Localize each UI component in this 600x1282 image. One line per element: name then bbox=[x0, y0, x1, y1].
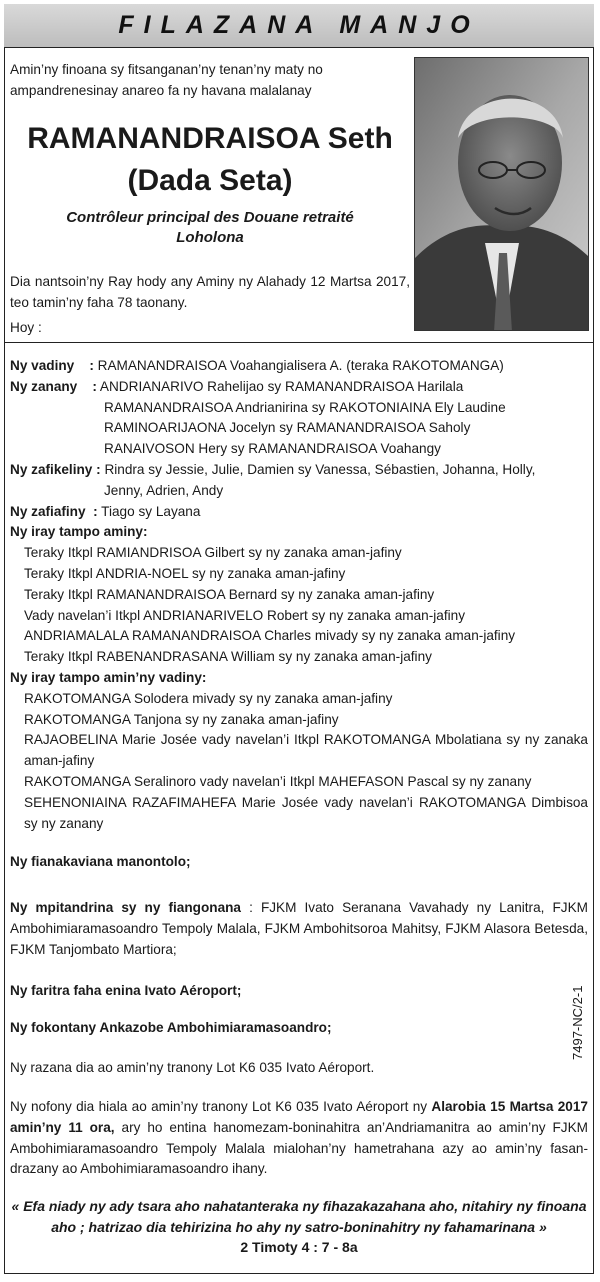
faritra-line: Ny faritra faha enina Ivato Aéroport; bbox=[10, 983, 242, 998]
intro-text: Amin’ny finoana sy fitsanganan’ny tenan’ny maty no ampandrenesinay anareo fa ny havana malalanay bbox=[10, 62, 323, 98]
portrait-image bbox=[415, 58, 589, 331]
zafiafiny-value: Tiago sy Layana bbox=[101, 503, 201, 519]
zanany-label: Ny zanany bbox=[10, 378, 78, 394]
mpitandrina-text: : FJKM Ivato Seranana Vavahady ny Lanitra, FJKM Ambohimiaramasoandro Tempoly Malala, FJKM Ambohitsoroa Mahitsy, FJKM Alasora Betesda, FJKM Tanjombato Martiora; bbox=[10, 900, 588, 957]
fokontany-line: Ny fokontany Ankazobe Ambohimiaramasoandro; bbox=[10, 1020, 332, 1035]
bible-quote bbox=[10, 1196, 588, 1258]
list-item: RAKOTOMANGA Seralinoro vady navelan’i Itkpl MAHEFASON Pascal sy ny zanany bbox=[24, 773, 532, 789]
vadiny-value: RAMANANDRAISOA Voahangialisera A. (teraka RAKOTOMANGA) bbox=[97, 358, 504, 373]
zanany-item: RAMINOARIJAONA Jocelyn sy RAMANANDRAISOA Saholy bbox=[104, 420, 471, 436]
zanany-item: RANAIVOSON Hery sy RAMANANDRAISOA Voahangy bbox=[104, 441, 441, 457]
deceased-name-line2: (Dada Seta) bbox=[127, 164, 293, 197]
vadiny-label: Ny vadiny bbox=[10, 358, 75, 373]
nofony-date: Alarobia 15 Martsa 2017 amin’ny 11 ora, bbox=[10, 1099, 588, 1135]
nofony-text: Ny nofony dia hiala ao amin’ny tranony Lot K6 035 Ivato Aéroport ny bbox=[10, 1099, 432, 1114]
list-item: RAJAOBELINA Marie Josée vady navelan’i Itkpl RAKOTOMANGA Mbolatiana sy ny zanaka aman-jafiny bbox=[24, 732, 588, 769]
deceased-role-line2: Loholona bbox=[176, 229, 244, 246]
list-item: Vady navelan’i Itkpl ANDRIANARIVELO Robert sy ny zanaka aman-jafiny bbox=[24, 607, 465, 623]
list-item: RAKOTOMANGA Solodera mivady sy ny zanaka aman-jafiny bbox=[24, 690, 393, 706]
zanany-row: Ny zanany : ANDRIANARIVO Rahelijao sy RAMANANDRAISOA Harilala bbox=[10, 378, 464, 394]
razana-line: Ny razana dia ao amin’ny tranony Lot K6 035 Ivato Aéroport. bbox=[10, 1060, 375, 1075]
quote-verse: 2 Timoty 4 : 7 - 8a bbox=[240, 1239, 358, 1255]
zanany-item: RAMANANDRAISOA Andrianirina sy RAKOTONIAINA Ely Laudine bbox=[104, 399, 506, 415]
portrait-photo bbox=[414, 57, 589, 331]
death-notice: Dia nantsoin’ny Ray hody any Aminy ny Alahady 12 Martsa 2017, teo tamin’ny faha 78 taonany. bbox=[10, 274, 410, 310]
fianakaviana-line: Ny fianakaviana manontolo; bbox=[10, 854, 191, 869]
section-divider bbox=[4, 342, 594, 343]
zafikeliny-row: Ny zafikeliny : Rindra sy Jessie, Julie, Damien sy Vanessa, Sébastien, Johanna, Holly, bbox=[10, 461, 536, 477]
list-item: ANDRIAMALALA RAMANANDRAISOA Charles mivady sy ny zanaka aman-jafiny bbox=[24, 628, 516, 644]
list-item: Teraky Itkpl RAMANANDRAISOA Bernard sy ny zanaka aman-jafiny bbox=[24, 586, 435, 602]
tampo-vadiny-label: Ny iray tampo amin’ny vadiny: bbox=[10, 669, 207, 685]
list-item: RAKOTOMANGA Tanjona sy ny zanaka aman-jafiny bbox=[24, 711, 339, 727]
zafikeliny-label: Ny zafikeliny bbox=[10, 461, 93, 477]
zafikeliny-value-cont: Jenny, Adrien, Andy bbox=[104, 482, 224, 498]
notice-title: FILAZANA MANJO bbox=[118, 11, 480, 39]
vadiny-row: Ny vadiny : RAMANANDRAISOA Voahangialisera A. (teraka RAKOTOMANGA) bbox=[10, 358, 504, 373]
deceased-role bbox=[10, 208, 410, 248]
mpitandrina-label: Ny mpitandrina sy ny fiangonana bbox=[10, 900, 241, 915]
deceased-name bbox=[10, 118, 410, 202]
reference-code: 7497-NC/2-1 bbox=[570, 985, 585, 1060]
list-item: Teraky Itkpl RABENANDRASANA William sy ny zanaka aman-jafiny bbox=[24, 649, 432, 665]
tampo-aminy-label: Ny iray tampo aminy: bbox=[10, 524, 148, 540]
quote-text: « Efa niady ny ady tsara aho nahatanteraka ny fihazakazahana aho, nitahiry ny finoana aho ; hatrizao dia tehirizina ho ahy ny satro-boninahitry ny fahamarinana » bbox=[11, 1198, 587, 1235]
nofony-paragraph bbox=[10, 1097, 588, 1180]
zafikeliny-value: Rindra sy Jessie, Julie, Damien sy Vanessa, Sébastien, Johanna, Holly, bbox=[104, 461, 536, 477]
deceased-name-line1: RAMANANDRAISOA Seth bbox=[27, 122, 393, 155]
zafiafiny-label: Ny zafiafiny bbox=[10, 503, 86, 519]
zafiafiny-row: Ny zafiafiny : Tiago sy Layana bbox=[10, 503, 201, 519]
list-item: SEHENONIAINA RAZAFIMAHEFA Marie Josée vady navelan’i RAKOTOMANGA Dimbisoa sy ny zanany bbox=[24, 794, 588, 831]
deceased-role-line1: Contrôleur principal des Douane retraité bbox=[66, 209, 354, 226]
family-list bbox=[10, 356, 588, 834]
mpitandrina-paragraph bbox=[10, 898, 588, 960]
list-item: Teraky Itkpl RAMIANDRISOA Gilbert sy ny zanaka aman-jafiny bbox=[24, 545, 402, 561]
nofony-text-cont: ary ho entina hanomezam-boninahitra an’Andriamanitra ao amin’ny FJKM Ambohimiaramasoandro Tempoly Malala mialohan’ny hametrahana azy ao amin’ny fasan-drazany ao Ambohimiaramasoandro ihany. bbox=[10, 1119, 588, 1177]
zanany-item: ANDRIANARIVO Rahelijao sy RAMANANDRAISOA Harilala bbox=[99, 378, 464, 394]
notice-header bbox=[4, 4, 594, 48]
list-item: Teraky Itkpl ANDRIA-NOEL sy ny zanaka aman-jafiny bbox=[24, 565, 346, 581]
hoy-label: Hoy : bbox=[10, 320, 42, 335]
